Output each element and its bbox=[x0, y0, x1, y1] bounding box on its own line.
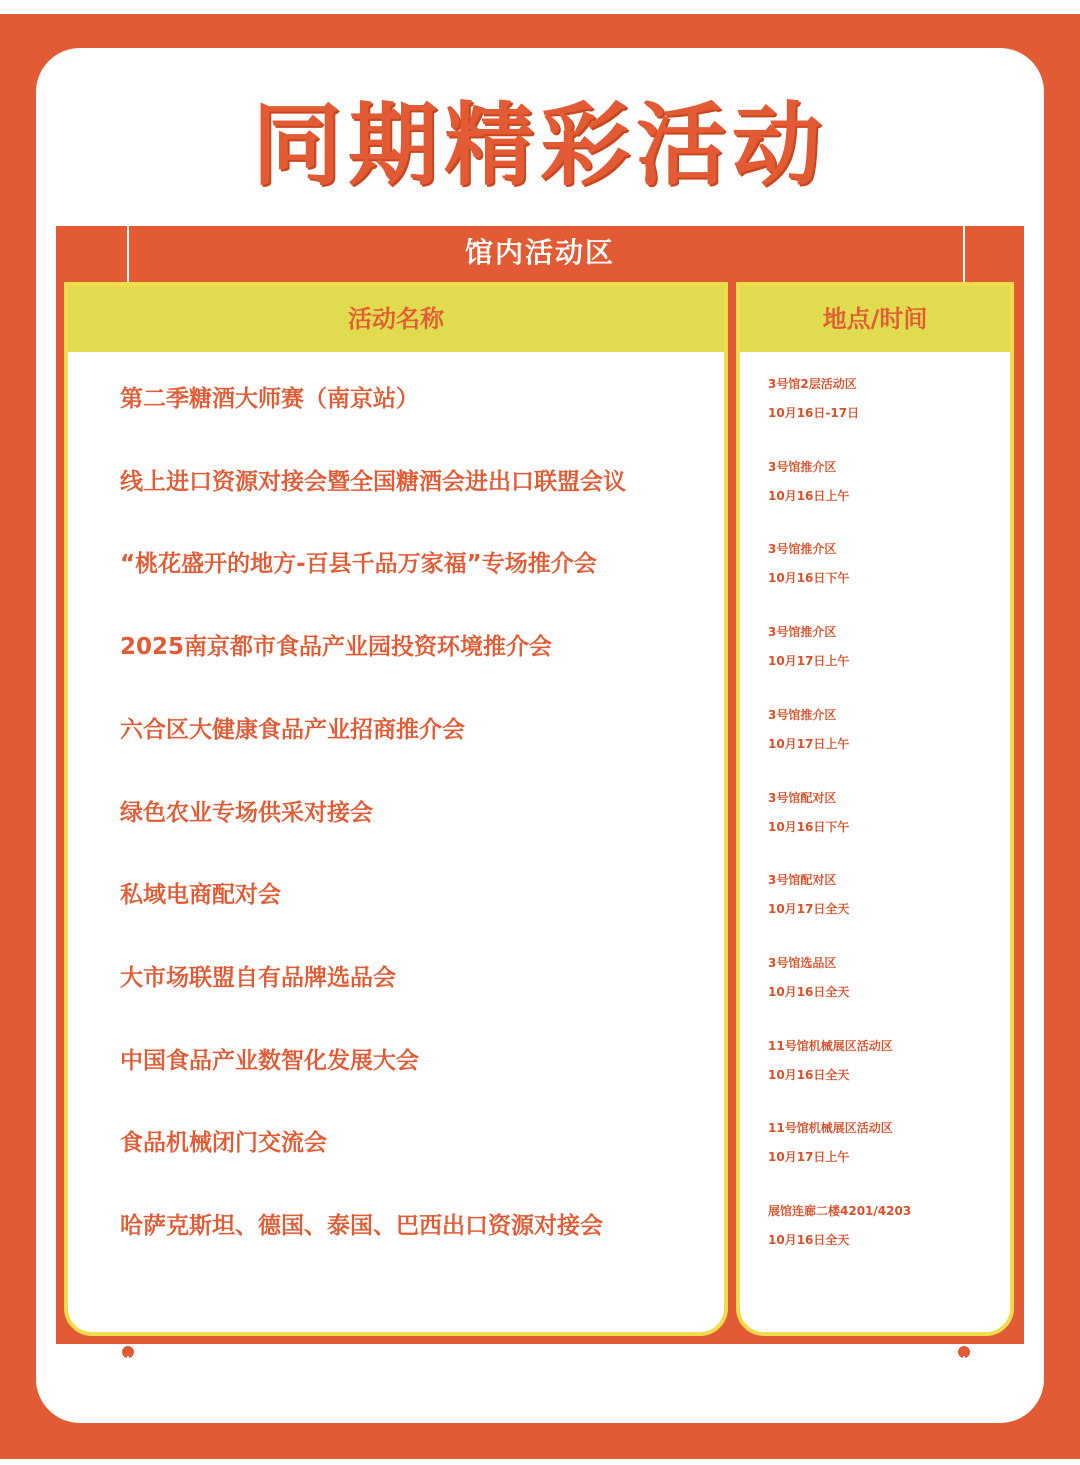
activity-time: 10月16日全天 bbox=[768, 1067, 850, 1082]
activity-location: 展馆连廊二楼4201/4203 bbox=[768, 1204, 912, 1218]
activity-time: 10月16日下午 bbox=[768, 819, 850, 834]
activity-time: 10月16日-17日 bbox=[768, 406, 860, 420]
activity-name: “桃花盛开的地方-百县千品万家福”专场推介会 bbox=[120, 551, 597, 578]
activity-board bbox=[56, 226, 1024, 1344]
activity-location: 3号馆推介区 bbox=[768, 459, 837, 474]
activity-location: 3号馆2层活动区 bbox=[768, 377, 857, 391]
activity-name: 大市场联盟自有品牌选品会 bbox=[120, 964, 396, 991]
activity-time: 10月16日下午 bbox=[768, 571, 850, 586]
activity-location: 11号馆机械展区活动区 bbox=[768, 1038, 893, 1053]
activity-name: 食品机械闭门交流会 bbox=[120, 1130, 327, 1157]
location-time-cell bbox=[768, 949, 1008, 1019]
location-time-cell bbox=[768, 453, 1008, 523]
location-time-cell bbox=[768, 1032, 1008, 1102]
column-header-name: 活动名称 bbox=[68, 286, 724, 352]
section-title: 馆内活动区 bbox=[464, 236, 615, 269]
activity-time: 10月16日上午 bbox=[768, 488, 850, 503]
activity-location: 3号馆推介区 bbox=[768, 542, 837, 557]
activity-location: 11号馆机械展区活动区 bbox=[768, 1121, 893, 1136]
activity-location: 3号馆推介区 bbox=[768, 707, 837, 722]
activity-time: 10月16日全天 bbox=[768, 984, 850, 999]
pin-line-bottom-left bbox=[127, 1356, 129, 1386]
location-time-cell bbox=[768, 784, 1008, 854]
activity-name: 绿色农业专场供采对接会 bbox=[120, 799, 373, 826]
activity-time: 10月17日上午 bbox=[768, 654, 850, 669]
column-header-location-time: 地点/时间 bbox=[740, 286, 1010, 352]
activity-time: 10月17日上午 bbox=[768, 736, 850, 751]
location-time-cell bbox=[768, 618, 1008, 688]
location-time-cell bbox=[768, 1197, 1008, 1267]
location-time-column bbox=[736, 282, 1014, 1336]
location-time-cell bbox=[768, 535, 1008, 605]
activity-name: 第二季糖酒大师赛（南京站） bbox=[120, 386, 419, 412]
location-time-cell bbox=[768, 1114, 1008, 1184]
activity-time: 10月17日上午 bbox=[768, 1150, 850, 1165]
activity-name: 中国食品产业数智化发展大会 bbox=[120, 1047, 419, 1074]
activity-time: 10月17日全天 bbox=[768, 902, 850, 917]
activity-name-column bbox=[64, 282, 728, 1336]
activity-name: 哈萨克斯坦、德国、泰国、巴西出口资源对接会 bbox=[120, 1213, 603, 1239]
activity-location: 3号馆配对区 bbox=[768, 873, 837, 888]
activity-location: 3号馆推介区 bbox=[768, 625, 837, 640]
content-card bbox=[36, 48, 1044, 1423]
pin-line-bottom-right bbox=[963, 1356, 965, 1386]
activity-name: 六合区大健康食品产业招商推介会 bbox=[120, 716, 465, 743]
activity-location: 3号馆选品区 bbox=[768, 955, 837, 970]
activity-time: 10月16日全天 bbox=[768, 1233, 850, 1247]
page-frame bbox=[0, 14, 1080, 1459]
page-title: 同期精彩活动 bbox=[252, 93, 828, 198]
location-time-cell bbox=[768, 701, 1008, 771]
activity-location: 3号馆配对区 bbox=[768, 790, 837, 805]
activity-name: 私域电商配对会 bbox=[120, 882, 281, 909]
location-time-cell bbox=[768, 370, 1008, 440]
activity-name: 线上进口资源对接会暨全国糖酒会进出口联盟会议 bbox=[120, 468, 626, 495]
location-time-cell bbox=[768, 866, 1008, 936]
activity-name: 2025南京都市食品产业园投资环境推介会 bbox=[120, 634, 553, 661]
